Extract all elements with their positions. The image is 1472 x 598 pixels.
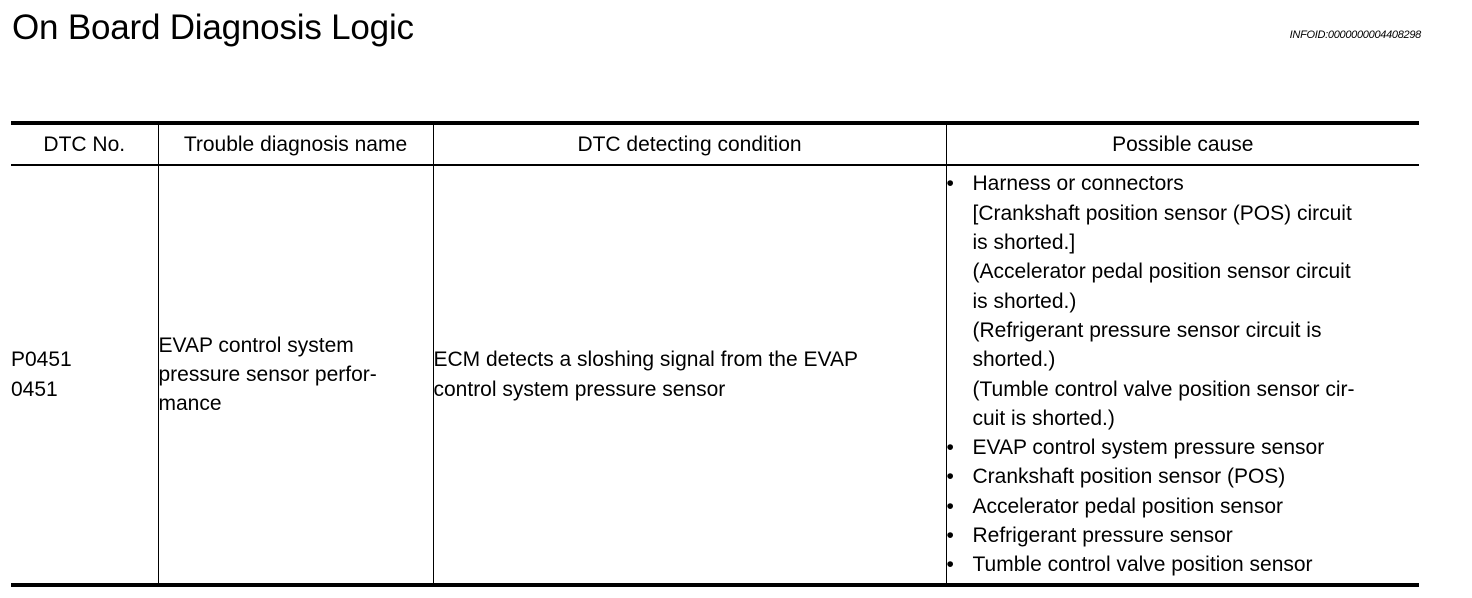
cause-line: [Crankshaft position sensor (POS) circuit — [972, 201, 1352, 225]
header-dtc-detecting-condition: DTC detecting condition — [433, 123, 946, 165]
bullet-icon: • — [946, 553, 954, 577]
list-item — [947, 462, 1420, 491]
diagnosis-name-line: pressure sensor perfor- — [158, 362, 377, 386]
detecting-condition-cell — [433, 165, 946, 585]
condition-line: control system pressure sensor — [433, 377, 726, 401]
header-possible-cause: Possible cause — [946, 123, 1419, 165]
cause-line: Refrigerant pressure sensor — [972, 523, 1233, 547]
possible-cause-cell — [946, 165, 1419, 585]
cause-line: is shorted.] — [972, 231, 1076, 255]
dtc-code: P0451 — [11, 348, 72, 372]
diagnosis-name-cell — [158, 165, 433, 585]
bullet-icon: • — [946, 172, 954, 196]
cause-line: cuit is shorted.) — [972, 406, 1115, 430]
bullet-icon: • — [946, 436, 954, 460]
table-header-row — [11, 123, 1419, 165]
list-item — [947, 433, 1420, 462]
cause-line: shorted.) — [972, 348, 1056, 372]
cause-line: Crankshaft position sensor (POS) — [972, 465, 1286, 489]
list-item — [947, 492, 1420, 521]
header-trouble-diagnosis-name: Trouble diagnosis name — [158, 123, 433, 165]
cause-line: EVAP control system pressure sensor — [972, 436, 1325, 460]
diagnosis-name-line: EVAP control system — [158, 333, 354, 357]
cause-line: (Accelerator pedal position sensor circuit — [972, 260, 1351, 284]
cause-line: (Tumble control valve position sensor cir- — [972, 377, 1355, 401]
cause-line: Tumble control valve position sensor — [972, 553, 1313, 577]
cause-line: (Refrigerant pressure sensor circuit is — [972, 318, 1322, 342]
list-item — [947, 550, 1420, 579]
bullet-icon: • — [946, 494, 954, 518]
list-item — [947, 521, 1420, 550]
bullet-icon: • — [946, 465, 954, 489]
bullet-icon: • — [946, 523, 954, 547]
cause-line: Accelerator pedal position sensor — [972, 494, 1284, 518]
list-item — [947, 169, 1420, 433]
info-id: INFOID:0000000004408298 — [1289, 29, 1421, 41]
dtc-code-alt: 0451 — [11, 377, 58, 401]
diagnosis-name-line: mance — [158, 392, 222, 416]
cause-line: Harness or connectors — [972, 172, 1184, 196]
condition-line: ECM detects a sloshing signal from the EVAP — [433, 348, 858, 372]
dtc-no-cell — [11, 165, 158, 585]
dtc-table — [11, 121, 1419, 587]
header-dtc-no: DTC No. — [11, 123, 158, 165]
cause-line: is shorted.) — [972, 289, 1077, 313]
page-title: On Board Diagnosis Logic — [12, 8, 414, 47]
table-row — [11, 165, 1419, 585]
cause-list — [947, 169, 1420, 579]
